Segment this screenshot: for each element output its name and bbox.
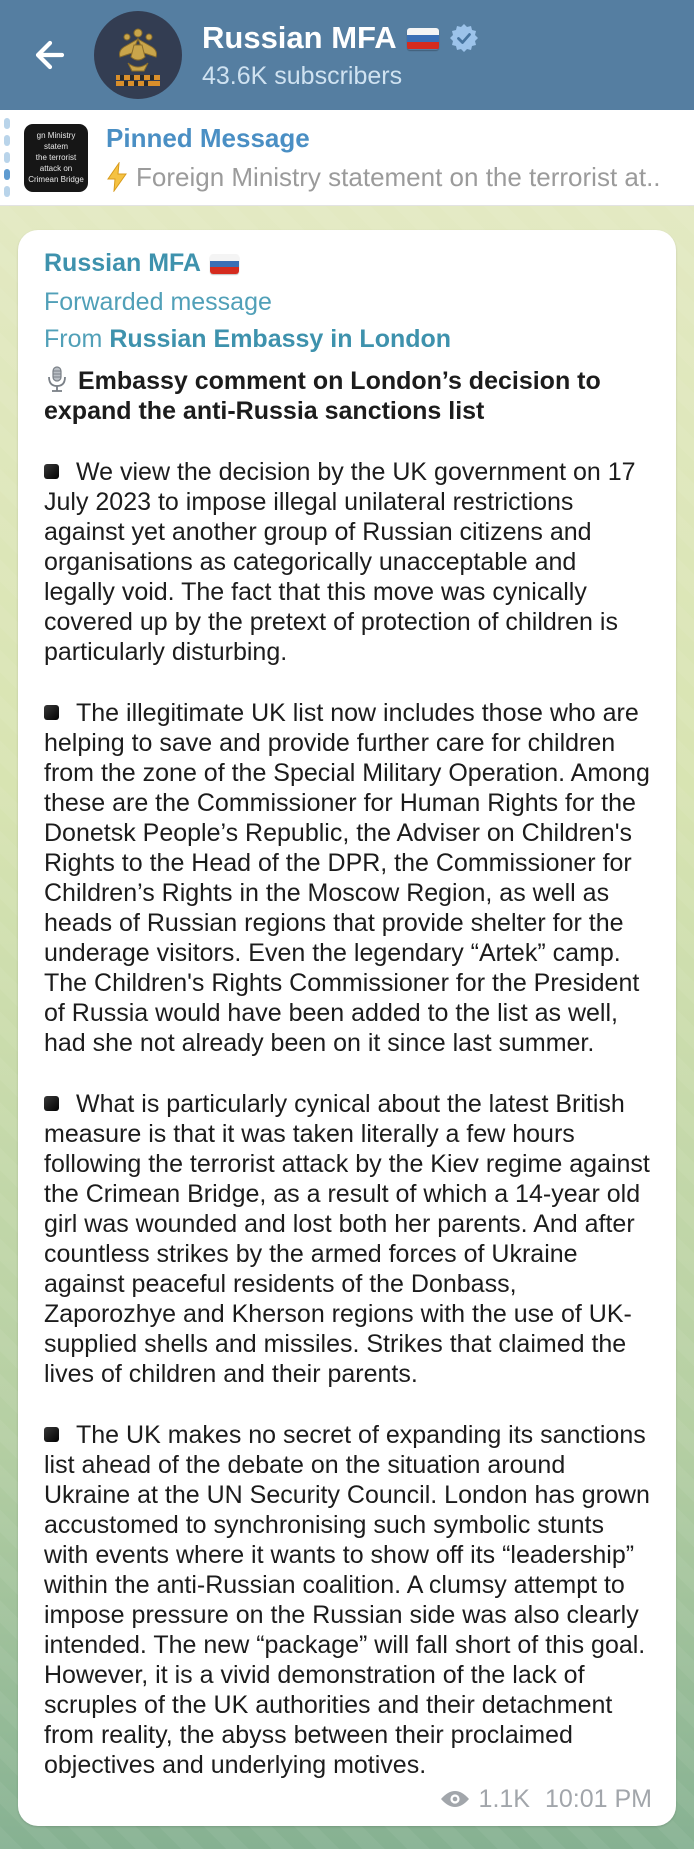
post-paragraph: What is particularly cynical about the latest British measure is that it was taken literally a few hours following the terrorist attack by the Kiev regime against the Crimean Bridge, as a result of which a 14-year old girl was wounded and lost both her parents. And after countless strikes by the armed forces of Ukraine against peaceful residents of the Donbass, Zaporozhye and Kherson regions with the use of UK-supplied shells and missiles. Strikes that claimed the lives of children and their parents. bbox=[44, 1090, 650, 1388]
pinned-list-indicator bbox=[4, 118, 10, 197]
channel-title: Russian MFA bbox=[202, 19, 397, 55]
pinned-message-thumbnail: gn Ministry statem the terrorist attack on Crimean Bridge bbox=[24, 124, 88, 192]
black-square-bullet-icon bbox=[44, 1427, 59, 1442]
post-sender-name[interactable]: Russian MFA bbox=[44, 249, 201, 277]
post-title: Embassy comment on London’s decision to expand the anti-Russia sanctions list bbox=[44, 367, 601, 425]
post-paragraph: The illegitimate UK list now includes those who are helping to save and provide further care for children from the zone of the Special Military Operation. Among these are the Commissioner for Human Rights for the Donetsk People’s Republic, the Adviser on Children's Rights to the Head of the DPR, the Commissioner for Children’s Rights in the Moscow Region, as well as heads of Russian regions that provide shelter for the underage visitors. Even the legendary “Artek” camp. The Children's Rights Commissioner for the President of Russia would have been added to the list as well, had she not already been on it since last summer. bbox=[44, 699, 650, 1057]
pinned-message-bar[interactable] bbox=[0, 110, 694, 206]
channel-avatar[interactable] bbox=[94, 11, 182, 99]
forwarded-from-row bbox=[44, 324, 654, 354]
post-time: 10:01 PM bbox=[544, 1785, 652, 1813]
lightning-bolt-icon bbox=[106, 162, 128, 192]
view-count: 1.1K bbox=[478, 1785, 530, 1813]
chat-background bbox=[0, 206, 694, 1849]
verified-badge-icon bbox=[449, 23, 479, 53]
forwarded-from-channel[interactable]: Russian Embassy in London bbox=[109, 325, 452, 353]
russia-flag-icon bbox=[210, 254, 239, 274]
post-meta bbox=[440, 1784, 652, 1814]
chat-header bbox=[0, 0, 694, 110]
black-square-bullet-icon bbox=[44, 1096, 59, 1111]
post-paragraph: The UK makes no secret of expanding its sanctions list ahead of the debate on the situation around Ukraine at the UN Security Council. London has grown accustomed to synchronising such symbolic stunts with events where it wants to show off its “leadership” within the anti-Russian coalition. A clumsy attempt to impose pressure on the Russian side was also clearly intended. The new “package” will fall short of this goal. However, it is a vivid demonstration of the lack of scruples of the UK authorities and their detachment from reality, the abyss between their proclaimed objectives and underlying motives. bbox=[44, 1421, 650, 1779]
forwarded-label: Forwarded message bbox=[44, 288, 272, 316]
back-button[interactable] bbox=[20, 29, 72, 81]
black-square-bullet-icon bbox=[44, 464, 59, 479]
black-square-bullet-icon bbox=[44, 705, 59, 720]
subscriber-count: 43.6K subscribers bbox=[202, 61, 403, 90]
channel-info[interactable] bbox=[202, 20, 479, 91]
channel-post-bubble bbox=[18, 230, 676, 1826]
mfa-eagle-emblem-icon bbox=[94, 11, 182, 99]
arrow-left-icon bbox=[26, 35, 66, 75]
pinned-message-preview: Foreign Ministry statement on the terrorist at.. bbox=[106, 162, 661, 193]
microphone-icon bbox=[44, 366, 70, 392]
russia-flag-icon bbox=[407, 28, 439, 50]
eye-icon bbox=[440, 1789, 470, 1809]
pinned-message-label: Pinned Message bbox=[106, 122, 310, 153]
from-label: From bbox=[44, 325, 103, 353]
post-paragraph: We view the decision by the UK government on 17 July 2023 to impose illegal unilateral restrictions against yet another group of Russian citizens and organisations as categorically unacceptable and legally void. The fact that this move was cynically covered up by the pretext of protection of children is particularly disturbing. bbox=[44, 458, 636, 666]
